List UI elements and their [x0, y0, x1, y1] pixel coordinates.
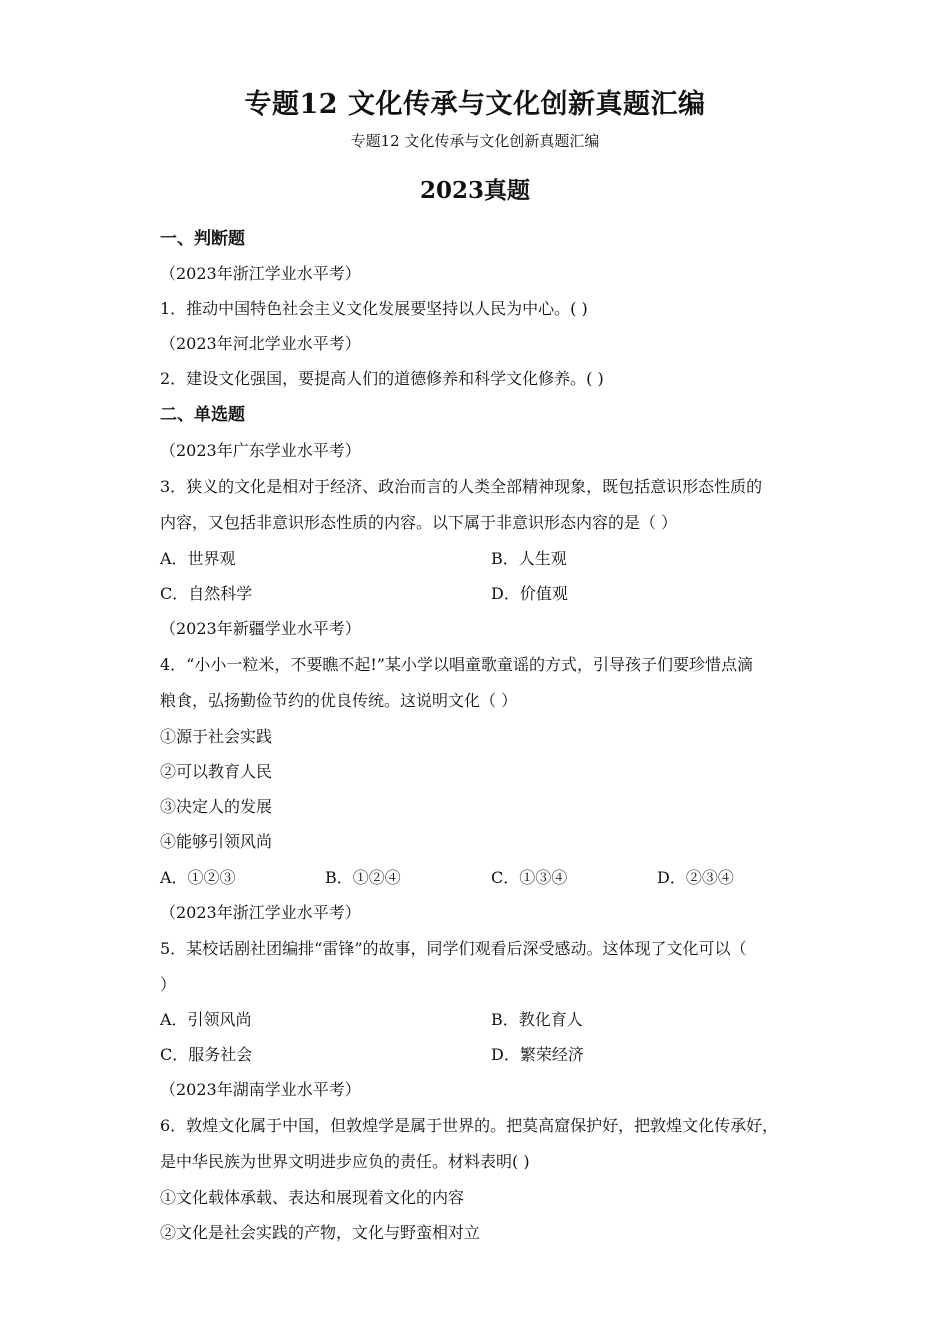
page-subtitle: 专题12 文化传承与文化创新真题汇编 [350, 132, 600, 150]
option-d: D．②③④ [657, 868, 734, 887]
section-heading-judgement: 一、判断题 [160, 229, 245, 249]
question-6-text: 是中华民族为世界文明进步应负的责任。材料表明( ) [160, 1152, 530, 1171]
option-d: D．繁荣经济 [491, 1045, 584, 1064]
question-source: （2023年湖南学业水平考） [160, 1080, 361, 1099]
question-6-text: 6．敦煌文化属于中国，但敦煌学是属于世界的。把莫高窟保护好，把敦煌文化传承好， [160, 1116, 779, 1135]
page-title: 专题12 文化传承与文化创新真题汇编 [244, 89, 706, 120]
option-a: A．引领风尚 [160, 1010, 252, 1029]
statement-item: ①源于社会实践 [160, 727, 273, 746]
statement-item: ③决定人的发展 [160, 797, 273, 816]
option-b: B．①②④ [325, 868, 401, 887]
question-3-text: 3．狭义的文化是相对于经济、政治而言的人类全部精神现象，既包括意识形态性质的 [160, 477, 763, 496]
question-2: 2．建设文化强国，要提高人们的道德修养和科学文化修养。( ) [160, 369, 604, 388]
question-3-text: 内容，又包括非意识形态性质的内容。以下属于非意识形态内容的是（ ） [160, 513, 678, 532]
option-c: C．①③④ [491, 868, 568, 887]
option-c: C．服务社会 [160, 1045, 253, 1064]
option-a: A．世界观 [160, 549, 236, 568]
question-source: （2023年浙江学业水平考） [160, 264, 361, 283]
question-source: （2023年浙江学业水平考） [160, 903, 361, 922]
option-b: B．教化育人 [491, 1010, 583, 1029]
question-5-text: 5．某校话剧社团编排“雷锋”的故事，同学们观看后深受感动。这体现了文化可以（ [160, 939, 747, 958]
question-source: （2023年广东学业水平考） [160, 441, 361, 460]
question-source: （2023年河北学业水平考） [160, 334, 361, 353]
option-c: C．自然科学 [160, 584, 253, 603]
question-4-text: 4．“小小一粒米，不要瞧不起!”某小学以唱童歌童谣的方式，引导孩子们要珍惜点滴 [160, 655, 753, 674]
question-5-text: ） [160, 975, 177, 994]
section-heading-single-choice: 二、单选题 [160, 405, 245, 425]
option-a: A．①②③ [160, 868, 236, 887]
question-1: 1．推动中国特色社会主义文化发展要坚持以人民为中心。( ) [160, 299, 588, 318]
option-d: D．价值观 [491, 584, 568, 603]
statement-item: ②文化是社会实践的产物，文化与野蛮相对立 [160, 1223, 481, 1242]
option-b: B．人生观 [491, 549, 567, 568]
statement-item: ④能够引领风尚 [160, 832, 273, 851]
question-source: （2023年新疆学业水平考） [160, 619, 361, 638]
statement-item: ①文化载体承载、表达和展现着文化的内容 [160, 1188, 465, 1207]
statement-item: ②可以教育人民 [160, 762, 273, 781]
question-4-text: 粮食，弘扬勤俭节约的优良传统。这说明文化（ ） [160, 691, 518, 710]
year-heading: 2023真题 [419, 177, 530, 204]
